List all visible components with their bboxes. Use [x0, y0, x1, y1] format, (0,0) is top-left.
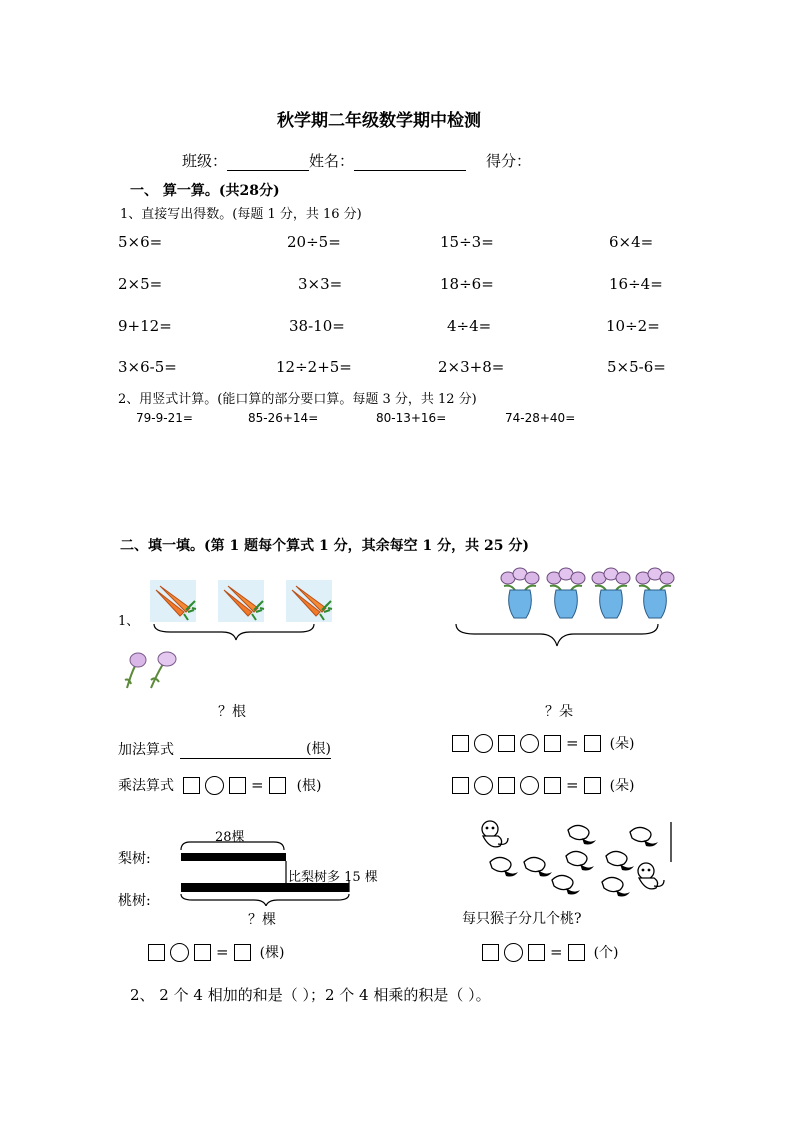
operator-circle[interactable] — [474, 734, 493, 753]
section1-heading: 一、 算一算。(共28分) — [130, 183, 280, 199]
vertical-calc-item: 85-26+14= — [248, 411, 319, 425]
addition-answer-line[interactable] — [180, 738, 331, 759]
tree-unit: (棵) — [259, 945, 285, 961]
calc-item: 9+12= — [118, 317, 172, 335]
carrot-addition-row — [118, 738, 331, 759]
operator-circle[interactable] — [520, 734, 539, 753]
flower-unit: (朵) — [609, 778, 635, 794]
carrot-icon — [150, 580, 196, 622]
monkey-unit: (个) — [593, 945, 619, 961]
calc-item: 12÷2+5= — [276, 358, 352, 376]
carrot-question: ？根 — [218, 704, 246, 720]
calc-item: 2×3+8= — [438, 358, 505, 376]
answer-box[interactable] — [229, 777, 246, 794]
peach-icon — [552, 875, 580, 894]
tulip-pair — [121, 650, 179, 690]
calc-item: 18÷6= — [440, 275, 494, 293]
vertical-calc-item: 74-28+40= — [505, 411, 576, 425]
answer-box[interactable] — [482, 944, 499, 961]
tree-difference-label: 比梨树多 15 棵 — [288, 870, 378, 885]
carrot-icon — [286, 580, 332, 622]
page-title: 秋学期二年级数学期中检测 — [277, 111, 481, 131]
flower-question: ？朵 — [545, 704, 573, 720]
tulip-icon — [125, 653, 146, 688]
addition-label: 加法算式 — [118, 742, 174, 758]
answer-box[interactable] — [148, 944, 165, 961]
calc-item: 6×4= — [609, 233, 654, 251]
calc-item: 3×6-5= — [118, 358, 177, 376]
calc-item: 38-10= — [289, 317, 345, 335]
answer-box[interactable] — [498, 777, 515, 794]
calc-item: 5×5-6= — [607, 358, 666, 376]
section2-heading: 二、填一填。(第 1 题每个算式 1 分，其余每空 1 分，共 25 分) — [120, 538, 529, 554]
monkey-icon — [638, 863, 664, 889]
monkey-equation-row: = (个) — [482, 942, 619, 962]
peach-icon — [602, 877, 630, 896]
monkey-question: 每只猴子分几个桃? — [462, 911, 582, 927]
answer-box[interactable] — [194, 944, 211, 961]
tulip-vase-icon — [547, 568, 585, 618]
multiplication-unit: (根) — [296, 778, 322, 794]
tulip-vase-icon — [636, 568, 674, 618]
operator-circle[interactable] — [520, 776, 539, 795]
answer-box[interactable] — [452, 735, 469, 752]
section2-q1-label: 1、 — [118, 614, 140, 629]
flower-unit: (朵) — [609, 736, 635, 752]
calc-item: 2×5= — [118, 275, 163, 293]
carrot-group — [150, 578, 340, 646]
monkey-peach-picture — [472, 818, 674, 898]
carrot-icon — [218, 580, 264, 622]
tree-question: ？棵 — [248, 912, 276, 928]
tree-equation-row: = (棵) — [148, 942, 285, 962]
calc-item: 5×6= — [118, 233, 163, 251]
peach-icon — [606, 851, 634, 870]
operator-circle[interactable] — [205, 776, 224, 795]
calc-item: 15÷3= — [440, 233, 494, 251]
calc-item: 4÷4= — [447, 317, 492, 335]
carrot-multiplication-row: 乘法算式 = (根) — [118, 776, 322, 794]
answer-box[interactable] — [568, 944, 585, 961]
peach-icon — [524, 857, 552, 876]
multiplication-label: 乘法算式 — [118, 778, 174, 794]
answer-box[interactable] — [584, 735, 601, 752]
tulip-icon — [151, 652, 176, 688]
answer-box[interactable] — [528, 944, 545, 961]
pear-tree-label: 梨树: — [118, 851, 151, 867]
student-info-line — [182, 150, 531, 171]
peach-icon — [568, 825, 596, 844]
answer-box[interactable] — [452, 777, 469, 794]
vase-group — [450, 566, 676, 652]
calc-item: 16÷4= — [609, 275, 663, 293]
flower-equation-row-1: = (朵) — [452, 733, 635, 753]
vertical-calc-item: 79-9-21= — [136, 411, 193, 425]
answer-box[interactable] — [498, 735, 515, 752]
calc-item: 20÷5= — [287, 233, 341, 251]
score-label: 得分： — [486, 152, 532, 170]
tree-total-label: 28棵 — [215, 830, 245, 845]
vertical-calc-item: 80-13+16= — [376, 411, 447, 425]
section1-q1-text: 1、直接写出得数。(每题 1 分，共 16 分) — [120, 207, 362, 222]
addition-unit: (根) — [306, 741, 331, 757]
class-label: 班级： — [182, 152, 228, 170]
answer-box[interactable] — [183, 777, 200, 794]
flower-equation-row-2: = (朵) — [452, 775, 635, 795]
answer-box[interactable] — [269, 777, 286, 794]
name-field[interactable] — [354, 154, 466, 171]
monkey-icon — [482, 821, 508, 847]
answer-box[interactable] — [544, 777, 561, 794]
tulip-vase-icon — [501, 568, 539, 618]
operator-circle[interactable] — [504, 943, 523, 962]
peach-icon — [490, 857, 518, 876]
peach-icon — [630, 827, 658, 846]
answer-box[interactable] — [234, 944, 251, 961]
operator-circle[interactable] — [170, 943, 189, 962]
answer-box[interactable] — [584, 777, 601, 794]
calc-item: 3×3= — [298, 275, 343, 293]
operator-circle[interactable] — [474, 776, 493, 795]
class-field[interactable] — [227, 154, 309, 171]
answer-box[interactable] — [544, 735, 561, 752]
name-label: 姓名： — [309, 152, 355, 170]
calc-item: 10÷2= — [606, 317, 660, 335]
tulip-vase-icon — [592, 568, 630, 618]
peach-icon — [566, 851, 594, 870]
section2-q2-text: 2、 2 个 4 相加的和是（ ）；2 个 4 相乘的积是（ ）。 — [130, 986, 491, 1004]
peach-tree-label: 桃树: — [118, 893, 151, 909]
section1-q2-text: 2、用竖式计算。(能口算的部分要口算。每题 3 分，共 12 分) — [118, 392, 477, 407]
pear-tree-bar — [181, 853, 286, 861]
